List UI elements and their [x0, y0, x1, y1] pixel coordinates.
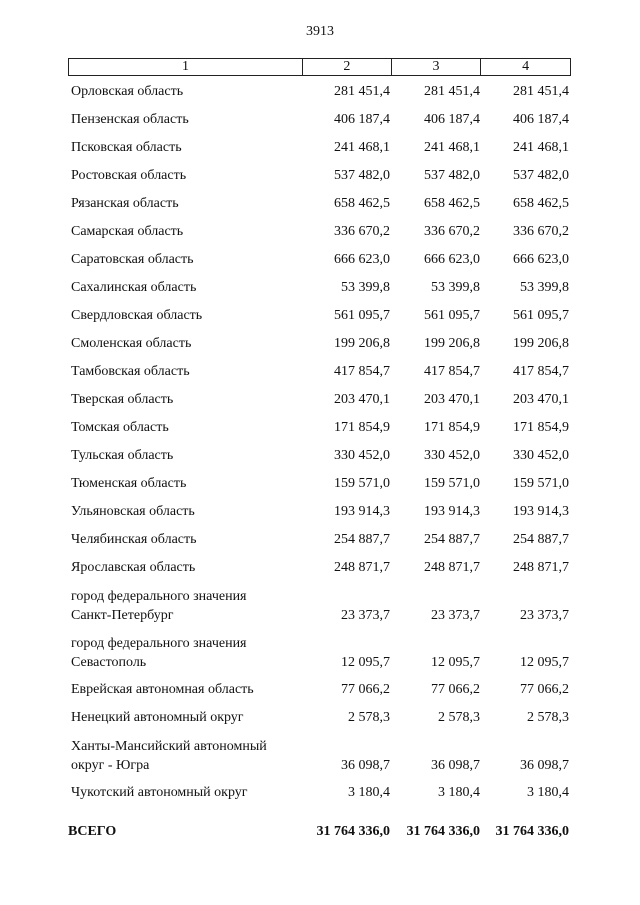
region-name: [68, 737, 303, 775]
value-col-3: 36 098,7: [431, 758, 480, 773]
region-name: Саратовская область: [71, 252, 194, 267]
region-name: Тульская область: [71, 448, 174, 463]
value-col-3: 254 887,7: [424, 532, 480, 547]
value-col-2: 537 482,0: [334, 168, 390, 183]
value-col-4: 171 854,9: [513, 420, 569, 435]
region-name: Ненецкий автономный округ: [71, 710, 244, 725]
region-name: Челябинская область: [71, 532, 197, 547]
region-name: Тюменская область: [71, 476, 187, 491]
region-name-line-1: город федерального значения: [71, 589, 247, 604]
budget-table: [68, 58, 571, 841]
value-col-3: 241 468,1: [424, 140, 480, 155]
region-name: Тамбовская область: [71, 364, 190, 379]
table-row: [68, 496, 571, 524]
value-col-3: 23 373,7: [431, 608, 480, 623]
table-row: [68, 132, 571, 160]
value-col-2: 281 451,4: [334, 84, 390, 99]
value-col-4: 406 187,4: [513, 112, 569, 127]
header-col-4: 4: [522, 59, 530, 74]
value-col-3: 330 452,0: [424, 448, 480, 463]
value-col-2: 77 066,2: [341, 682, 390, 697]
total-col-3: 31 764 336,0: [406, 824, 480, 839]
value-col-4: 666 623,0: [513, 252, 569, 267]
value-col-4: 3 180,4: [527, 785, 569, 800]
value-col-2: 203 470,1: [334, 392, 390, 407]
value-col-2: 3 180,4: [348, 785, 390, 800]
value-col-2: 254 887,7: [334, 532, 390, 547]
region-name: Сахалинская область: [71, 280, 197, 295]
value-col-4: 193 914,3: [513, 504, 569, 519]
region-name: Ульяновская область: [71, 504, 195, 519]
region-name: Ростовская область: [71, 168, 187, 183]
value-col-3: 3 180,4: [438, 785, 480, 800]
region-name: [68, 634, 303, 672]
value-col-3: 193 914,3: [424, 504, 480, 519]
value-col-3: 77 066,2: [431, 682, 480, 697]
table-row: [68, 627, 571, 674]
table-row: [68, 412, 571, 440]
value-col-3: 12 095,7: [431, 655, 480, 670]
table-body: [68, 76, 571, 841]
value-col-4: 199 206,8: [513, 336, 569, 351]
table-row: [68, 702, 571, 730]
value-col-4: 537 482,0: [513, 168, 569, 183]
value-col-3: 53 399,8: [431, 280, 480, 295]
value-col-3: 199 206,8: [424, 336, 480, 351]
region-name: Смоленская область: [71, 336, 192, 351]
region-name: Псковская область: [71, 140, 182, 155]
value-col-4: 254 887,7: [513, 532, 569, 547]
table-row: [68, 524, 571, 552]
header-col-2: 2: [303, 59, 392, 75]
region-name: [68, 587, 303, 625]
value-col-4: 203 470,1: [513, 392, 569, 407]
region-name: Рязанская область: [71, 196, 179, 211]
region-name: Свердловская область: [71, 308, 203, 323]
value-col-2: 171 854,9: [334, 420, 390, 435]
value-col-4: 336 670,2: [513, 224, 569, 239]
value-col-4: 561 095,7: [513, 308, 569, 323]
total-row: [68, 811, 571, 841]
region-name: Самарская область: [71, 224, 184, 239]
region-name: Чукотский автономный округ: [71, 785, 248, 800]
table-row: [68, 468, 571, 496]
header-col-1: 1: [69, 59, 303, 75]
value-col-4: 53 399,8: [520, 280, 569, 295]
table-row: [68, 674, 571, 702]
value-col-2: 336 670,2: [334, 224, 390, 239]
region-name: Орловская область: [71, 84, 184, 99]
value-col-2: 658 462,5: [334, 196, 390, 211]
header-col-3: 3: [392, 59, 482, 75]
value-col-3: 203 470,1: [424, 392, 480, 407]
region-name-line-1: Ханты-Мансийский автономный: [71, 739, 267, 754]
value-col-2: 12 095,7: [341, 655, 390, 670]
page-number: 3913: [306, 24, 334, 39]
table-row: [68, 188, 571, 216]
value-col-2: 159 571,0: [334, 476, 390, 491]
value-col-4: 36 098,7: [520, 758, 569, 773]
table-row: [68, 244, 571, 272]
table-row: [68, 384, 571, 412]
value-col-3: 537 482,0: [424, 168, 480, 183]
table-row: [68, 160, 571, 188]
value-col-4: 12 095,7: [520, 655, 569, 670]
value-col-2: 2 578,3: [348, 710, 390, 725]
table-row: [68, 356, 571, 384]
value-col-4: 248 871,7: [513, 560, 569, 575]
value-col-4: 281 451,4: [513, 84, 569, 99]
total-label: ВСЕГО: [68, 824, 117, 839]
region-name-line-1: город федерального значения: [71, 636, 247, 651]
region-name-line-2: округ - Югра: [71, 758, 150, 773]
value-col-3: 2 578,3: [438, 710, 480, 725]
value-col-2: 561 095,7: [334, 308, 390, 323]
value-col-3: 336 670,2: [424, 224, 480, 239]
value-col-3: 406 187,4: [424, 112, 480, 127]
value-col-2: 36 098,7: [341, 758, 390, 773]
value-col-4: 77 066,2: [520, 682, 569, 697]
table-row: [68, 552, 571, 580]
table-row: [68, 104, 571, 132]
region-name: Тверская область: [71, 392, 174, 407]
value-col-3: 666 623,0: [424, 252, 480, 267]
table-row: [68, 272, 571, 300]
value-col-4: 2 578,3: [527, 710, 569, 725]
table-row: [68, 777, 571, 805]
value-col-3: 417 854,7: [424, 364, 480, 379]
value-col-4: 159 571,0: [513, 476, 569, 491]
value-col-2: 406 187,4: [334, 112, 390, 127]
region-name-line-2: Санкт-Петербург: [71, 608, 174, 623]
value-col-3: 561 095,7: [424, 308, 480, 323]
value-col-2: 193 914,3: [334, 504, 390, 519]
table-row: [68, 300, 571, 328]
table-header-row: [68, 58, 571, 76]
value-col-3: 281 451,4: [424, 84, 480, 99]
table-row: [68, 76, 571, 104]
value-col-2: 241 468,1: [334, 140, 390, 155]
value-col-3: 248 871,7: [424, 560, 480, 575]
value-col-4: 658 462,5: [513, 196, 569, 211]
total-col-2: 31 764 336,0: [316, 824, 390, 839]
value-col-4: 23 373,7: [520, 608, 569, 623]
table-row: [68, 328, 571, 356]
value-col-4: 241 468,1: [513, 140, 569, 155]
value-col-2: 330 452,0: [334, 448, 390, 463]
region-name: Пензенская область: [71, 112, 189, 127]
region-name: Ярославская область: [71, 560, 196, 575]
table-row: [68, 440, 571, 468]
value-col-2: 417 854,7: [334, 364, 390, 379]
table-row: [68, 730, 571, 777]
region-name: Еврейская автономная область: [71, 682, 254, 697]
value-col-4: 330 452,0: [513, 448, 569, 463]
value-col-2: 199 206,8: [334, 336, 390, 351]
table-row: [68, 216, 571, 244]
value-col-2: 248 871,7: [334, 560, 390, 575]
value-col-4: 417 854,7: [513, 364, 569, 379]
value-col-2: 666 623,0: [334, 252, 390, 267]
value-col-3: 171 854,9: [424, 420, 480, 435]
table-row: [68, 580, 571, 627]
value-col-3: 159 571,0: [424, 476, 480, 491]
value-col-2: 23 373,7: [341, 608, 390, 623]
value-col-2: 53 399,8: [341, 280, 390, 295]
region-name-line-2: Севастополь: [71, 655, 147, 670]
region-name: Томская область: [71, 420, 169, 435]
total-col-4: 31 764 336,0: [495, 824, 569, 839]
value-col-3: 658 462,5: [424, 196, 480, 211]
